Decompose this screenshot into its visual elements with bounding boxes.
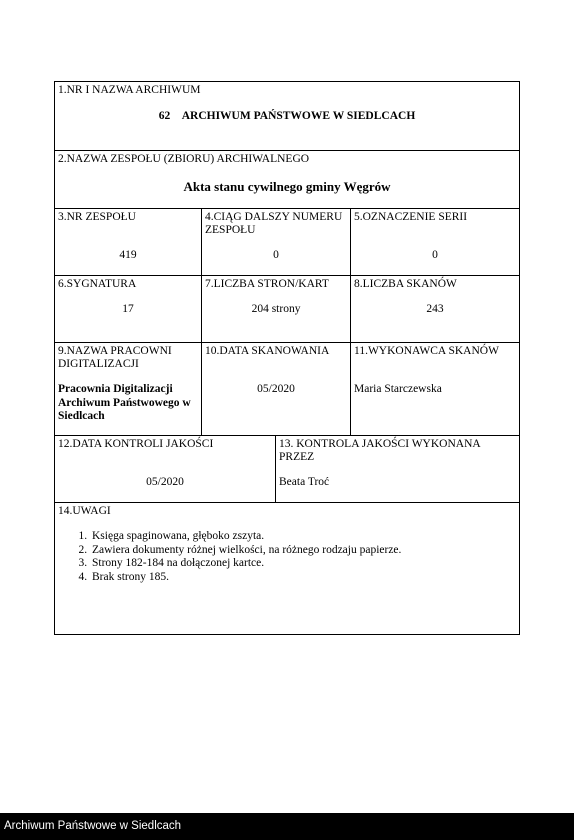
archive-row (55, 82, 519, 151)
notes-item: 3. Strony 182-184 na dołączonej kartce. (90, 557, 401, 571)
scanner-label: 11.WYKONAWCA SKANÓW (354, 345, 499, 357)
workshop-cell (55, 343, 202, 435)
scanner-value: Maria Starczewska (354, 383, 442, 395)
notes-list (55, 530, 401, 584)
archive-label: 1.NR I NAZWA ARCHIWUM (58, 84, 201, 96)
scan-date-value: 05/2020 (257, 383, 295, 395)
notes-item: 2. Zawiera dokumenty różnej wielkości, na różnego rodzaju papierze. (90, 544, 401, 558)
series-cell (351, 209, 519, 275)
metadata-form (54, 81, 520, 635)
signature-row (55, 276, 519, 343)
series-value: 0 (432, 249, 438, 261)
series-label: 5.OZNACZENIE SERII (354, 211, 468, 223)
scanner-cell (351, 343, 519, 435)
notes-item: 1. Księga spaginowana, głęboko zszyta. (90, 530, 401, 544)
fond-number-value: 419 (119, 249, 137, 261)
pages-value: 204 strony (251, 303, 301, 315)
footer-text: Archiwum Państwowe w Siedlcach (4, 820, 182, 832)
scans-label: 8.LICZBA SKANÓW (354, 278, 457, 290)
collection-row (55, 151, 519, 209)
continuation-value: 0 (273, 249, 279, 261)
scan-date-cell (202, 343, 351, 435)
scans-value: 243 (426, 303, 444, 315)
qc-date-cell (55, 436, 276, 502)
workshop-value: Pracownia Digitalizacji Archiwum Państwowego w Siedlcach (58, 383, 191, 422)
continuation-cell (202, 209, 351, 275)
signature-label: 6.SYGNATURA (58, 278, 137, 290)
archive-name (55, 110, 519, 122)
pages-label: 7.LICZBA STRON/KART (205, 278, 329, 290)
qc-date-value: 05/2020 (146, 476, 184, 488)
qc-by-value: Beata Troć (279, 476, 330, 488)
archive-title: ARCHIWUM PAŃSTWOWE W SIEDLCACH (181, 110, 416, 122)
notes-label: 14.UWAGI (58, 505, 111, 517)
continuation-label: 4.CIĄG DALSZY NUMERU ZESPOŁU (205, 211, 343, 236)
collection-name: Akta stanu cywilnego gminy Węgrów (183, 179, 391, 194)
footer-bar (0, 813, 574, 840)
qc-by-label: 13. KONTROLA JAKOŚCI WYKONANA PRZEZ (279, 438, 481, 463)
signature-value: 17 (122, 303, 134, 315)
fond-number-cell (55, 209, 202, 275)
collection-label: 2.NAZWA ZESPOŁU (ZBIORU) ARCHIWALNEGO (58, 153, 310, 165)
notes-row (55, 503, 519, 634)
pages-cell (202, 276, 351, 342)
fond-row (55, 209, 519, 276)
quality-row (55, 436, 519, 503)
digitization-row (55, 343, 519, 436)
archive-number: 62 (158, 110, 171, 122)
fond-number-label: 3.NR ZESPOŁU (58, 211, 136, 223)
signature-cell (55, 276, 202, 342)
qc-by-cell (276, 436, 519, 502)
notes-item: 4. Brak strony 185. (90, 571, 401, 585)
scans-cell (351, 276, 519, 342)
scan-date-label: 10.DATA SKANOWANIA (205, 345, 330, 357)
qc-date-label: 12.DATA KONTROLI JAKOŚCI (58, 438, 214, 450)
workshop-label: 9.NAZWA PRACOWNI DIGITALIZACJI (58, 345, 172, 370)
